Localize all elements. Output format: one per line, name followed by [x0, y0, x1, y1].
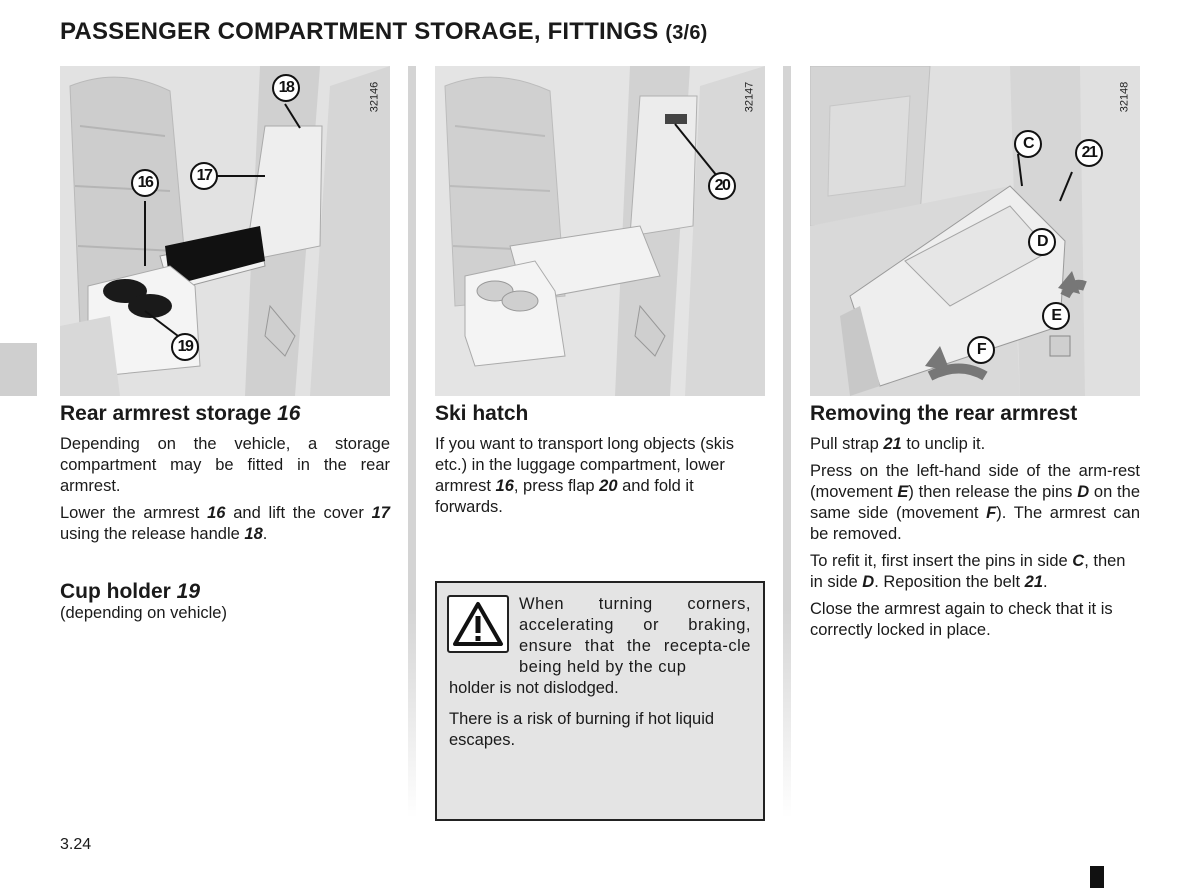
warning-text: When turning corners, accelerating or braking, ensure that the recepta-cle being held by the cup — [519, 595, 751, 676]
chapter-tab — [0, 343, 37, 396]
ski-hatch-section — [435, 400, 765, 518]
callout-18: 18 — [272, 74, 300, 102]
callout-E: E — [1042, 302, 1070, 330]
paragraph: Lower the armrest 16 and lift the cover 17 using the release handle 18. — [60, 504, 390, 543]
column-divider — [783, 66, 791, 818]
callout-16: 16 — [131, 169, 159, 197]
ski-hatch-illustration — [435, 66, 765, 396]
paragraph: Close the armrest again to check that it is correctly locked in place. — [810, 600, 1113, 639]
paragraph: To refit it, first insert the pins in side C, then in side D. Reposition the belt 21. — [810, 552, 1126, 591]
figure-code: 32148 — [1118, 81, 1130, 113]
cup-holder-note: (depending on vehicle) — [60, 604, 227, 622]
paragraph: Press on the left-hand side of the arm-rest (movement E) then release the pins D on the same side (movement F). The armrest can be removed. — [810, 462, 1140, 543]
figure-code: 32147 — [743, 81, 755, 113]
cup-holder-heading: Cup holder 19 — [60, 580, 201, 603]
warning-box — [435, 581, 765, 821]
callout-21: 21 — [1075, 139, 1103, 167]
callout-C: C — [1014, 130, 1042, 158]
figure-removing-armrest — [810, 66, 1140, 396]
warning-burn-text: There is a risk of burning if hot liquid escapes. — [449, 710, 715, 749]
section-heading: Removing the rear armrest — [810, 402, 1078, 425]
removing-armrest-section — [810, 400, 1140, 641]
rear-armrest-storage-section — [60, 400, 390, 545]
warning-triangle-icon — [447, 595, 509, 653]
armrest-storage-illustration — [60, 66, 390, 396]
callout-D: D — [1028, 228, 1056, 256]
section-heading: Rear armrest storage 16 — [60, 402, 301, 425]
corner-marker — [1090, 866, 1104, 888]
warning-text-continued: holder is not dislodged. — [449, 679, 619, 697]
paragraph: Pull strap 21 to unclip it. — [810, 435, 986, 453]
column-divider — [408, 66, 416, 818]
callout-20: 20 — [708, 172, 736, 200]
paragraph: Depending on the vehicle, a storage compartment may be fitted in the rear armrest. — [60, 435, 390, 495]
callout-17: 17 — [190, 162, 218, 190]
page-number: 3.24 — [60, 836, 92, 853]
page-title: PASSENGER COMPARTMENT STORAGE, FITTINGS (3/6) — [60, 18, 708, 45]
figure-ski-hatch — [435, 66, 765, 396]
figure-armrest-storage — [60, 66, 390, 396]
callout-F: F — [967, 336, 995, 364]
paragraph: If you want to transport long objects (skis etc.) in the luggage compartment, lower armrest 16, press flap 20 and fold it forwards. — [435, 435, 734, 516]
figure-code: 32146 — [368, 81, 380, 113]
callout-19: 19 — [171, 333, 199, 361]
section-heading: Ski hatch — [435, 402, 529, 425]
page-subtitle: (3/6) — [665, 22, 708, 44]
